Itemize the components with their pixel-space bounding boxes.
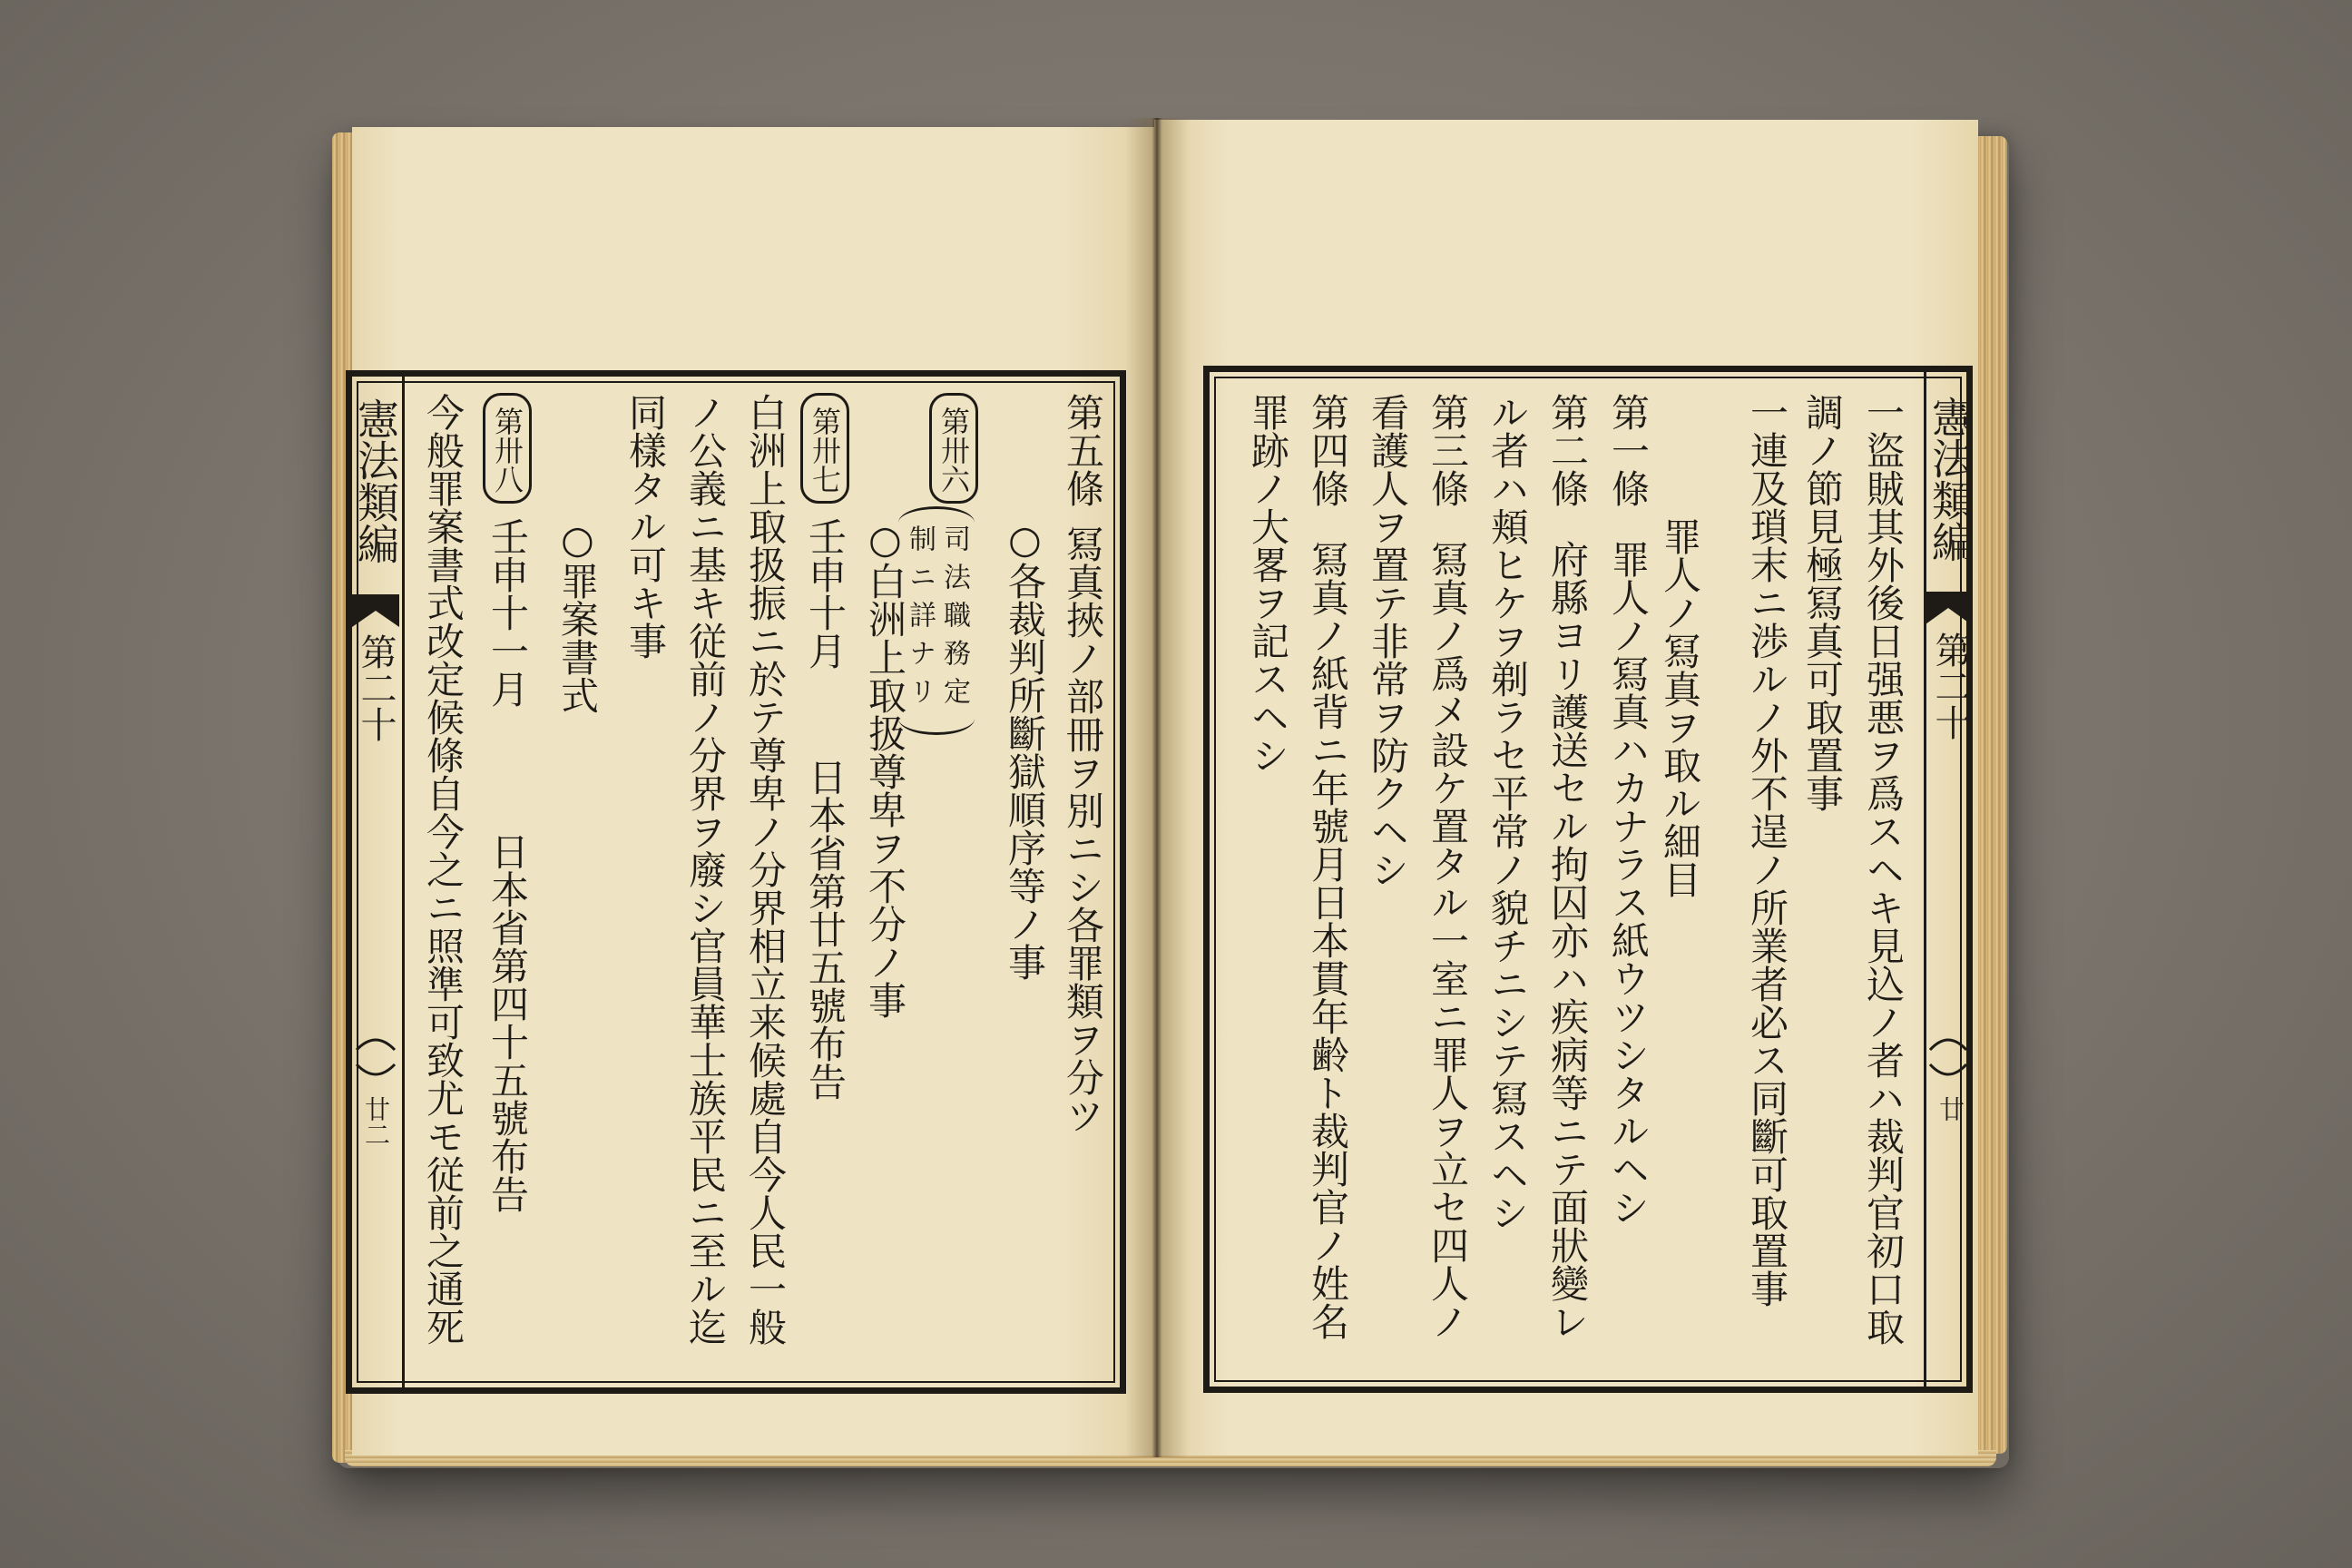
left-margin-title: 憲法類編 — [351, 397, 400, 564]
article-heading: 第五條 — [1061, 393, 1105, 507]
parenthetical-note: 司法職務定 — [938, 524, 970, 715]
page-number-bracket-icon — [354, 1030, 397, 1084]
text-column: ル者ハ頬ヒケヲ剃ラセ平常ノ貌チニシテ冩スヘシ — [1485, 393, 1530, 1231]
text-column: 今般罪案書式改定候條自今之ニ照準可致尤モ従前之通死 — [421, 393, 466, 1346]
article-heading: 第四條 — [1306, 393, 1350, 507]
fishtail-icon — [352, 594, 399, 627]
left-page-number: 廿二 — [361, 1096, 391, 1147]
fishtail-icon — [1926, 592, 1971, 624]
text-column: 一盜賊其外後日强悪ヲ爲スヘキ見込ノ者ハ裁判官初口取 — [1861, 393, 1906, 1346]
article-body: 府縣ヨリ護送セル拘囚亦ハ疾病等ニテ面狀變レ — [1545, 540, 1590, 1340]
section-title: ○各裁判所斷獄順序等ノ事 — [1003, 517, 1047, 981]
page-number-bracket-icon — [1927, 1030, 1969, 1084]
left-margin-separator — [402, 377, 405, 1387]
section-title: 罪人ノ冩真ヲ取ル細目 — [1658, 517, 1702, 898]
article-body: 冩真ノ爲メ設ケ置タル一室ニ罪人ヲ立セ四人ノ — [1426, 540, 1470, 1340]
article-body: 罪人ノ冩真ハカナラス紙ウツシタルヘシ — [1606, 540, 1651, 1226]
parenthetical-note: 制ニ詳ナリ — [904, 524, 936, 715]
text-column: 同樣タル可キ事 — [623, 393, 668, 660]
entry-number-box: 第卅七 — [800, 393, 849, 504]
article-heading: 第一條 — [1606, 393, 1651, 507]
article-body: 冩真挾ノ部冊ヲ別ニシ各罪類ヲ分ツ — [1061, 524, 1105, 1134]
article-body: 冩真ノ紙背ニ年號月日本貫年齢ト裁判官ノ姓名 — [1306, 540, 1350, 1340]
article-heading: 第三條 — [1426, 393, 1470, 507]
entry-number-box: 第卅六 — [929, 393, 978, 504]
date-line: 壬申十一月 — [485, 517, 530, 708]
left-margin-volume: 第二十 — [355, 633, 397, 742]
text-column: ノ公義ニ基キ従前ノ分界ヲ廢シ官員華士族平民ニ至ル迄 — [683, 393, 728, 1346]
right-margin-title: 憲法類編 — [1926, 396, 1975, 563]
right-margin-volume: 第二十 — [1929, 632, 1971, 740]
source-line: 日本省第廿五號布告 — [803, 758, 848, 1101]
text-column: 一連及瑣末ニ渉ルノ外不逞ノ所業者必ス同斷可取置事 — [1745, 393, 1789, 1308]
entry-number-box: 第卅八 — [483, 393, 532, 504]
gutter-fold — [1125, 118, 1189, 1457]
source-line: 日本省第四十五號布告 — [485, 832, 530, 1213]
text-column: 罪跡ノ大畧ヲ記スヘシ — [1246, 393, 1290, 774]
text-column: 調ノ節見極冩真可取置事 — [1800, 393, 1845, 812]
text-column: 白洲上取扱振ニ於テ尊卑ノ分界相立来候處自今人民一般 — [743, 393, 788, 1346]
section-title: ○白洲上取扱尊卑ヲ不分ノ事 — [863, 517, 907, 1019]
article-heading: 第二條 — [1545, 393, 1590, 507]
date-line: 壬申十月 — [803, 517, 848, 670]
text-column: 看護人ヲ置テ非常ヲ防クヘシ — [1366, 393, 1410, 888]
section-title: ○罪案書式 — [555, 517, 600, 714]
right-page-number: 廿 — [1936, 1096, 1965, 1122]
